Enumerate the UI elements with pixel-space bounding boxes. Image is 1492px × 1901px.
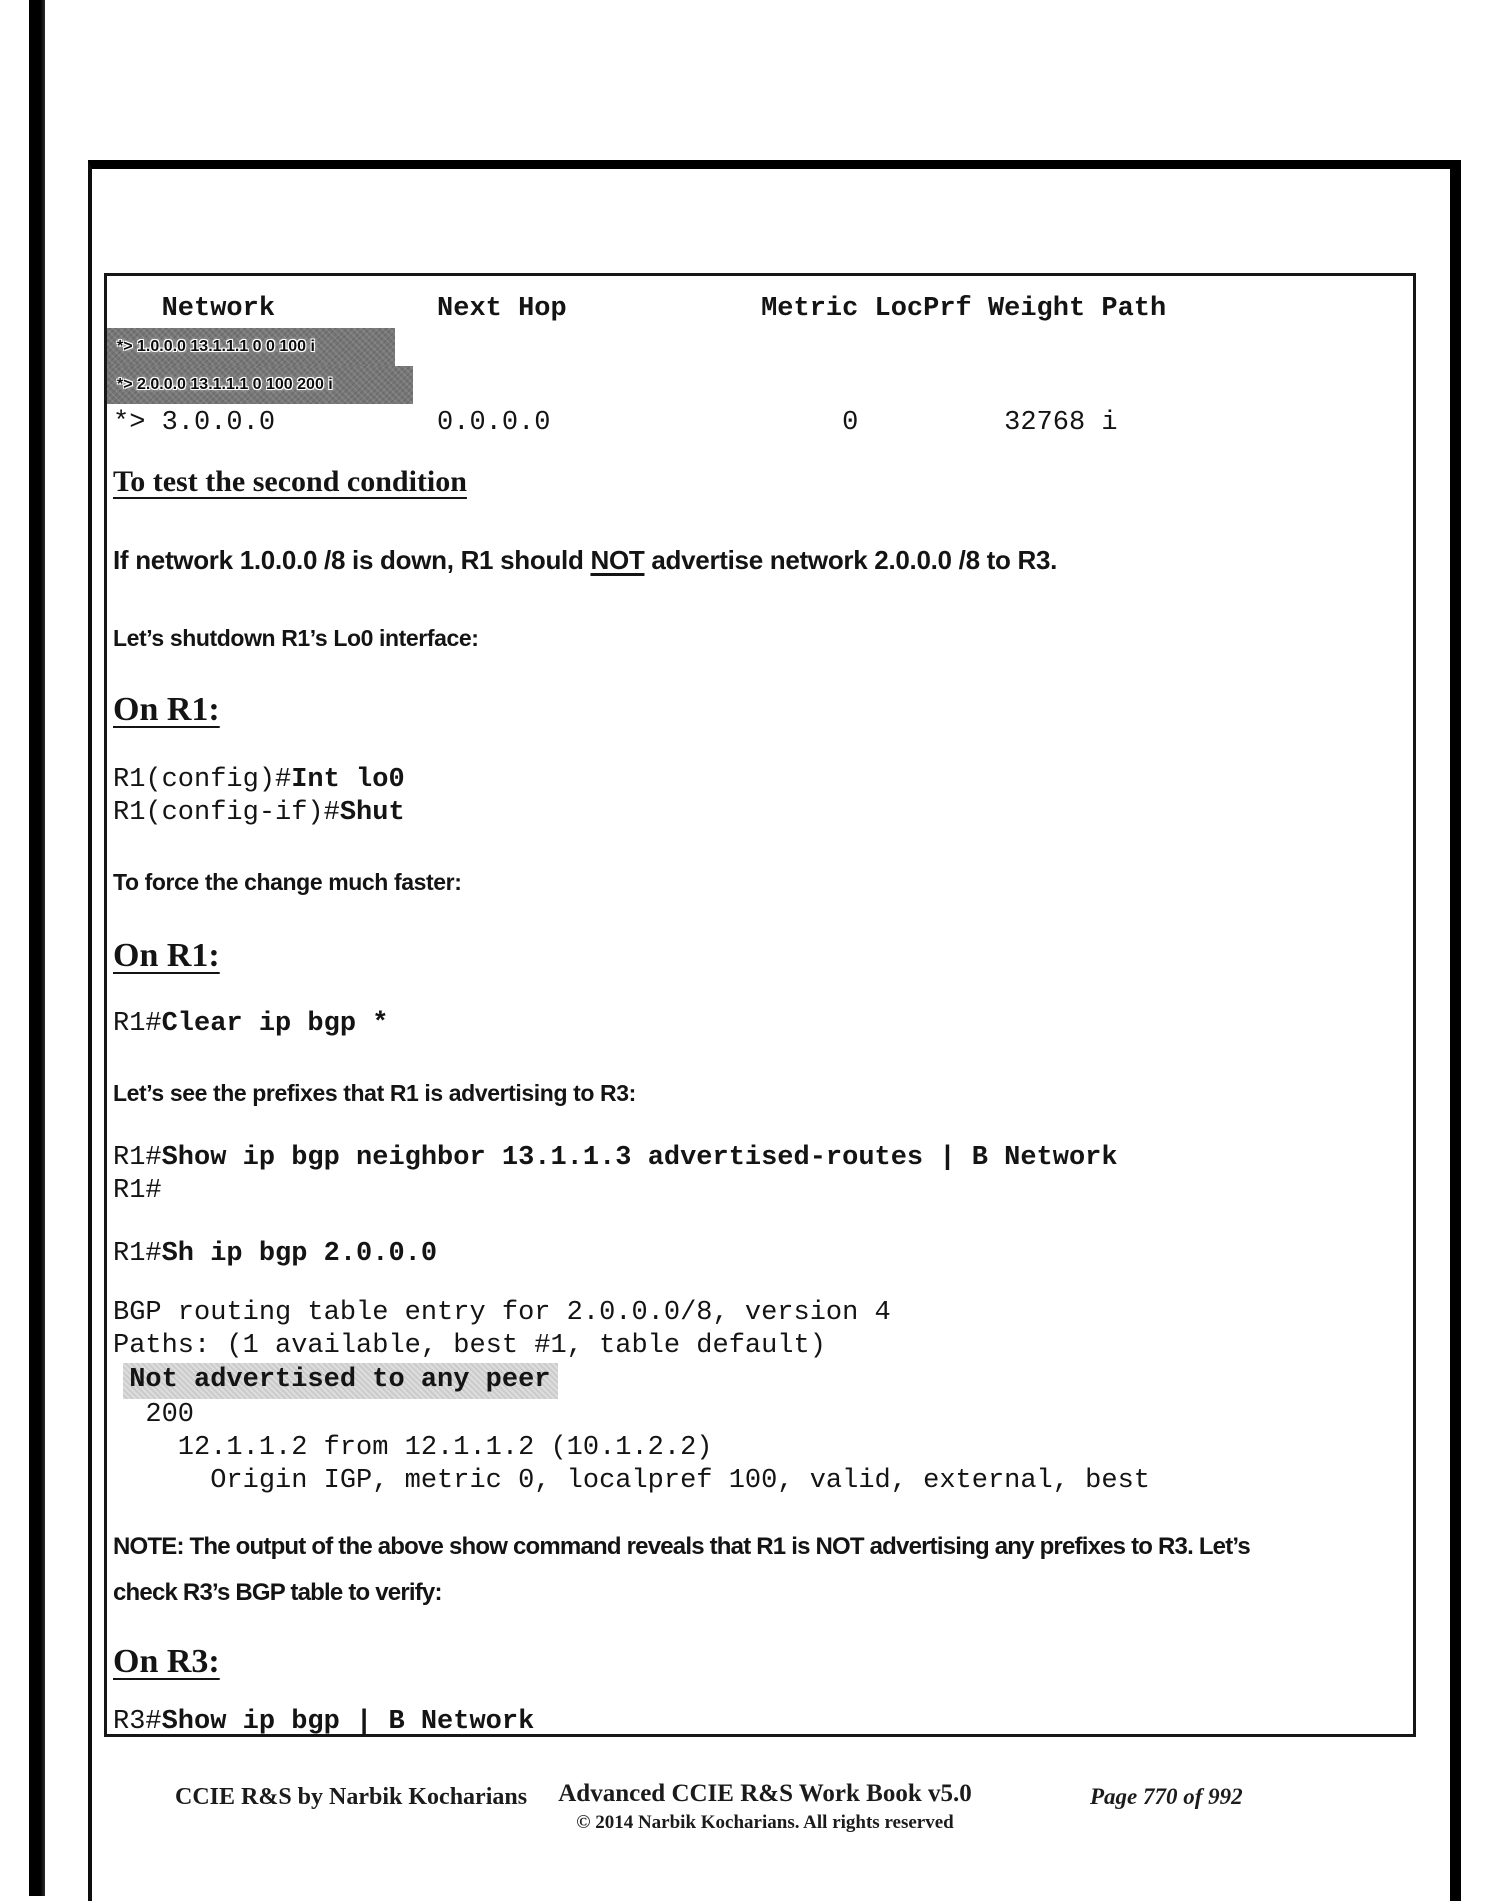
cli-prompt: R1#: [113, 1009, 162, 1039]
body-text-shutdown: Let’s shutdown R1’s Lo0 interface:: [113, 625, 479, 651]
cli-prompt: R1#: [113, 1239, 162, 1269]
section-heading-on-r1: On R1:: [113, 691, 220, 728]
emphasis-pre: If network 1.0.0.0 /8 is down, R1 should: [113, 545, 591, 575]
cli-line: [113, 797, 1413, 830]
section-heading-condition: To test the second condition: [113, 465, 467, 498]
output-line: 200: [113, 1400, 195, 1430]
cli-line: [113, 1706, 1413, 1739]
cli-command: Show ip bgp | B Network: [161, 1707, 535, 1737]
cli-prompt: R1#: [113, 1176, 162, 1206]
bgp-table-header: Network Next Hop Metric LocPrf Weight Path: [113, 294, 1167, 324]
bgp-route-row: [113, 328, 1413, 366]
cli-line: [113, 764, 1413, 797]
cli-block-interface: [113, 764, 1413, 830]
section-heading-on-r3: On R3:: [113, 1643, 220, 1680]
emphasis-statement: [113, 542, 1413, 578]
highlighted-route: *> 1.0.0.0 13.1.1.1 0 0 100 i: [107, 328, 395, 366]
bgp-route-row: [113, 366, 1413, 404]
note-line: NOTE: The output of the above show command reveals that R1 is NOT advertising any prefixes to R3. Let’s: [113, 1533, 1250, 1560]
body-text-prefixes: Let’s see the prefixes that R1 is advertising to R3:: [113, 1080, 636, 1106]
bgp-table: [113, 290, 1413, 442]
cli-line: [113, 1238, 1413, 1271]
left-spine-shadow: [29, 0, 45, 1896]
output-line: Origin IGP, metric 0, localpref 100, valid, external, best: [113, 1466, 1150, 1496]
output-line: 12.1.1.2 from 12.1.1.2 (10.1.2.2): [113, 1433, 713, 1463]
footer-author: CCIE R&S by Narbik Kocharians: [175, 1784, 528, 1810]
page-footer: [0, 1778, 1492, 1868]
cli-command: Show ip bgp neighbor 13.1.1.3 advertised-routes | B Network: [161, 1143, 1118, 1173]
bgp-entry-output: [113, 1297, 1413, 1498]
footer-center: [555, 1778, 975, 1836]
highlighted-output: Not advertised to any peer: [123, 1363, 558, 1399]
cli-command: Int lo0: [291, 765, 405, 795]
route-text: *> 3.0.0.0 0.0.0.0 0 32768 i: [113, 408, 1118, 438]
highlighted-route: *> 2.0.0.0 13.1.1.1 0 100 200 i: [107, 366, 413, 404]
note-text: [113, 1524, 1413, 1616]
cli-prompt-line: [113, 1175, 1413, 1208]
output-line: BGP routing table entry for 2.0.0.0/8, version 4: [113, 1298, 891, 1328]
cli-line: [113, 1008, 1413, 1041]
content-frame: [104, 273, 1416, 1737]
footer-copyright: © 2014 Narbik Kocharians. All rights reserved: [576, 1812, 954, 1833]
cli-command: Shut: [339, 798, 405, 828]
cli-command: Clear ip bgp *: [161, 1009, 389, 1039]
footer-book-title: Advanced CCIE R&S Work Book v5.0: [558, 1780, 972, 1807]
cli-prompt: R1(config)#: [113, 765, 292, 795]
section-heading-on-r1-2: On R1:: [113, 937, 220, 974]
cli-command: Sh ip bgp 2.0.0.0: [161, 1239, 438, 1269]
footer-page-number: Page 770 of 992: [1090, 1784, 1243, 1809]
cli-prompt: R3#: [113, 1707, 162, 1737]
output-line-highlighted: [113, 1363, 1413, 1399]
bgp-route-row: [113, 404, 1413, 442]
not-underlined: NOT: [590, 545, 645, 575]
output-line: Paths: (1 available, best #1, table default): [113, 1331, 826, 1361]
body-text-force: To force the change much faster:: [113, 869, 462, 895]
note-line: check R3’s BGP table to verify:: [113, 1579, 442, 1606]
emphasis-post: advertise network 2.0.0.0 /8 to R3.: [644, 545, 1058, 575]
cli-line: [113, 1142, 1413, 1175]
cli-block-advertised: [113, 1142, 1413, 1208]
cli-prompt: R1(config-if)#: [113, 798, 340, 828]
cli-prompt: R1#: [113, 1143, 162, 1173]
